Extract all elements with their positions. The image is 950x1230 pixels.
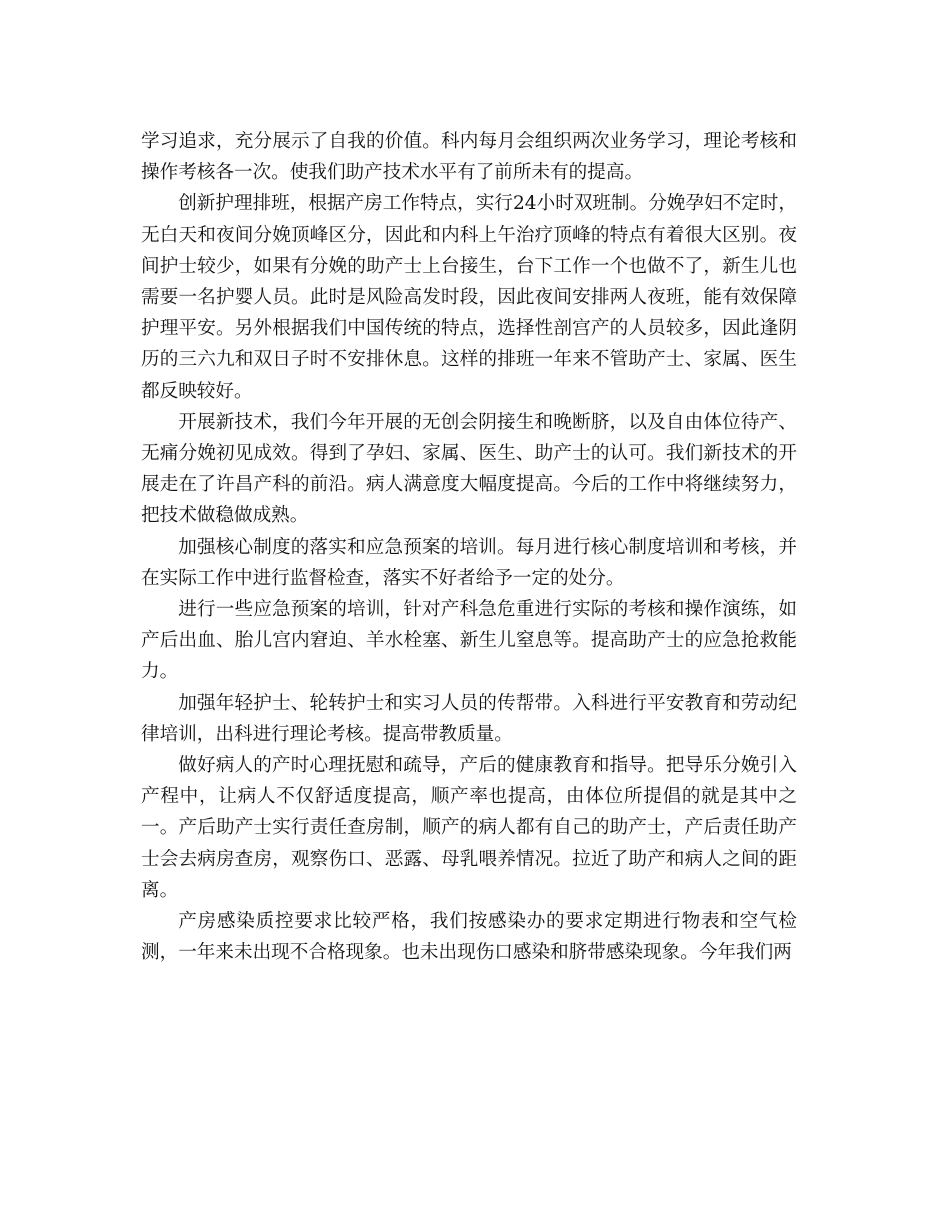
paragraph: 加强年轻护士、轮转护士和实习人员的传帮带。入科进行平安教育和劳动纪律培训，出科进行理论考核。提高带教质量。 [141,692,797,745]
paragraph: 学习追求，充分展示了自我的价值。科内每月会组织两次业务学习，理论考核和操作考核各一次。使我们助产技术水平有了前所未有的提高。 [141,131,797,184]
paragraph: 产房感染质控要求比较严格，我们按感染办的要求定期进行物表和空气检测，一年来未出现不合格现象。也未出现伤口感染和脐带感染现象。今年我们两 [141,911,797,964]
document-body [141,126,797,968]
paragraph: 加强核心制度的落实和应急预案的培训。每月进行核心制度培训和考核，并在实际工作中进行监督检查，落实不好者给予一定的处分。 [141,536,797,589]
paragraph: 进行一些应急预案的培训，针对产科急危重进行实际的考核和操作演练，如产后出血、胎儿宫内窘迫、羊水栓塞、新生儿窒息等。提高助产士的应急抢救能力。 [141,599,797,683]
paragraph: 创新护理排班，根据产房工作特点，实行24小时双班制。分娩孕妇不定时，无白天和夜间分娩顶峰区分，因此和内科上午治疗顶峰的特点有着很大区别。夜间护士较少，如果有分娩的助产士上台接生，台下工作一个也做不了，新生儿也需要一名护婴人员。此时是风险高发时段，因此夜间安排两人夜班，能有效保障护理平安。另外根据我们中国传统的特点，选择性剖宫产的人员较多，因此逢阴历的三六九和双日子时不安排休息。这样的排班一年来不管助产士、家属、医生都反映较好。 [141,193,797,402]
paragraph: 开展新技术，我们今年开展的无创会阴接生和晚断脐，以及自由体位待产、无痛分娩初见成效。得到了孕妇、家属、医生、助产士的认可。我们新技术的开展走在了许昌产科的前沿。病人满意度大幅度提高。今后的工作中将继续努力，把技术做稳做成熟。 [141,411,797,527]
paragraph: 做好病人的产时心理抚慰和疏导，产后的健康教育和指导。把导乐分娩引入产程中，让病人不仅舒适度提高，顺产率也提高，由体位所提倡的就是其中之一。产后助产士实行责任查房制，顺产的病人都有自己的助产士，产后责任助产士会去病房查房，观察伤口、恶露、母乳喂养情况。拉近了助产和病人之间的距离。 [141,755,797,901]
